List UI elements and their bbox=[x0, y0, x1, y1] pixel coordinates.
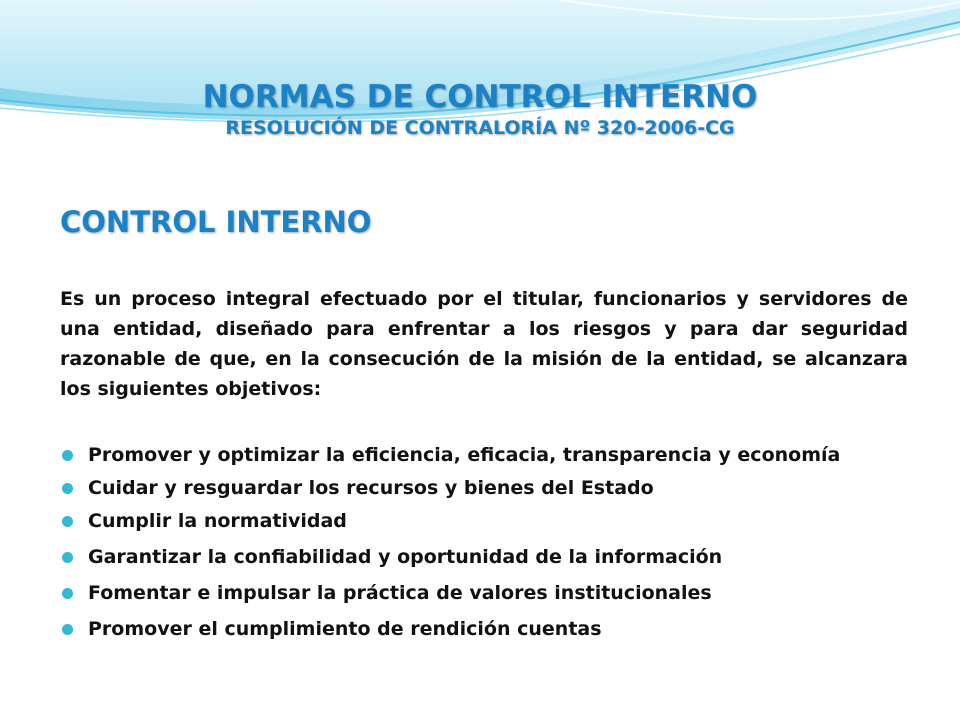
list-item-text: Promover y optimizar la eficiencia, eficacia, transparencia y economía bbox=[88, 444, 841, 466]
bullet-dot-icon bbox=[62, 450, 73, 461]
list-item bbox=[60, 542, 908, 572]
list-item bbox=[60, 578, 908, 608]
list-item-text: Promover el cumplimiento de rendición cuentas bbox=[88, 618, 602, 640]
list-item-text: Garantizar la confiabilidad y oportunidad de la información bbox=[88, 546, 723, 568]
list-item bbox=[60, 473, 908, 503]
list-item bbox=[60, 506, 908, 536]
section-heading: CONTROL INTERNO bbox=[60, 205, 372, 239]
bullet-dot-icon bbox=[62, 483, 73, 494]
list-item-text: Fomentar e impulsar la práctica de valores institucionales bbox=[88, 582, 712, 604]
page-subtitle: RESOLUCIÓN DE CONTRALORÍA Nº 320-2006-CG bbox=[225, 117, 735, 139]
intro-paragraph: Es un proceso integral efectuado por el titular, funcionarios y servidores de una entidad, diseñado para enfrentar a los riesgos y para dar seguridad razonable de que, en la consecución de la misión de la entidad, se alcanzara los siguientes objetivos: bbox=[60, 288, 908, 400]
bullet-dot-icon bbox=[62, 516, 73, 527]
list-item bbox=[60, 440, 908, 470]
page-title: NORMAS DE CONTROL INTERNO bbox=[202, 79, 758, 115]
list-item bbox=[60, 614, 908, 644]
objectives-list bbox=[60, 440, 908, 647]
list-item-text: Cumplir la normatividad bbox=[88, 510, 347, 532]
bullet-dot-icon bbox=[62, 624, 73, 635]
list-item-text: Cuidar y resguardar los recursos y bienes del Estado bbox=[88, 477, 654, 499]
bullet-dot-icon bbox=[62, 588, 73, 599]
bullet-dot-icon bbox=[62, 552, 73, 563]
title-block bbox=[0, 78, 960, 140]
